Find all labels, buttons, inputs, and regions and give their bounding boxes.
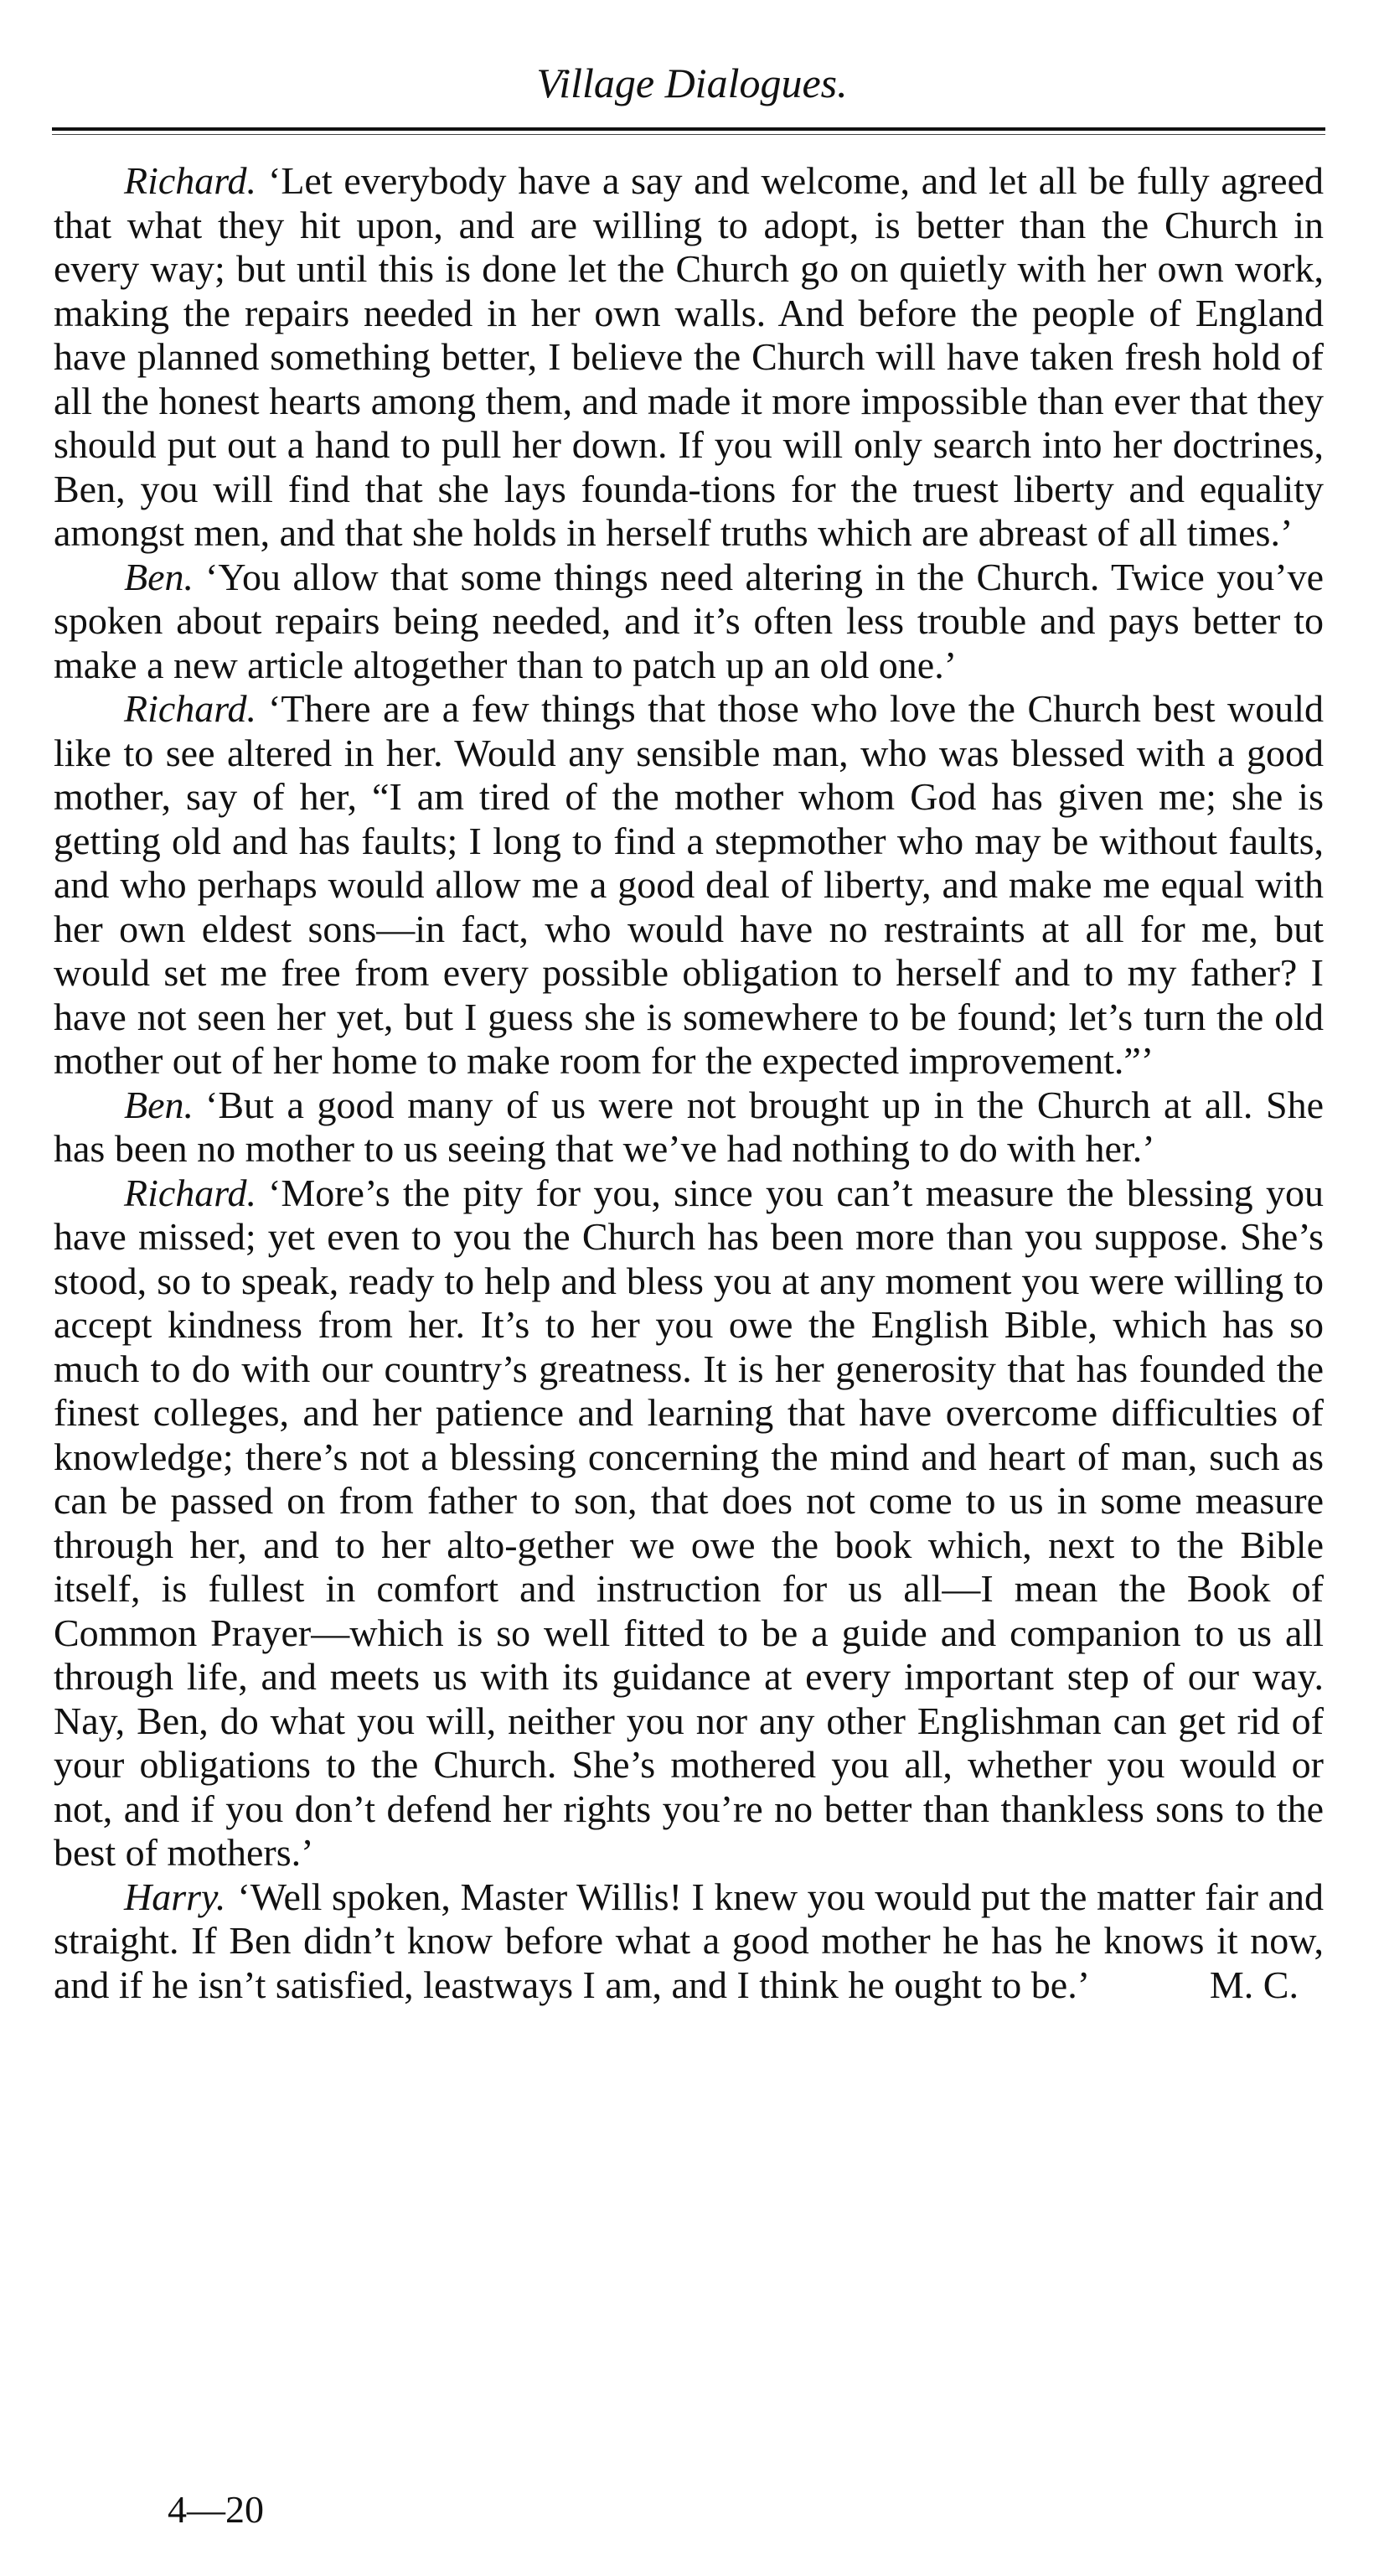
paragraph-text: ‘Well spoken, Master Willis! I knew you would put the matter fair and straight. If Ben didn’t know before what a good mother he has he knows it now, and if he isn’t satisfied, leastways I am, and I think he ought to be.’ (54, 1875, 1324, 2006)
paragraph-text: ‘There are a few things that those who love the Church best would like to see altered in her. Would any sensible man, who was blessed with a good mother, say of her, “I am tired of the mother whom God has given me; she is getting old and has faults; I long to find a stepmother who may be without faults, and who perhaps would allow me a good deal of liberty, and make me equal with her own eldest sons—in fact, who would have no restraints at all for me, but would set me free from every possible obligation to herself and to my father? I have not seen her yet, but I guess she is somewhere to be found; let’s turn the old mother out of her home to make room for the expected improvement.”’ (54, 687, 1324, 1082)
speaker-name: Richard. (124, 687, 256, 730)
author-signature: M. C. (1209, 1963, 1299, 2006)
paragraph (54, 1172, 1324, 1875)
paragraph (54, 687, 1324, 1084)
paragraph-text: ‘You allow that some things need altering in the Church. Twice you’ve spoken about repairs being needed, and it’s often less trouble and pays better to make a new article altogether than to patch up an old one.’ (54, 555, 1324, 686)
speaker-name: Ben. (124, 1083, 194, 1126)
speaker-name: Richard. (124, 1171, 256, 1214)
paragraph (54, 556, 1324, 688)
speaker-name: Richard. (124, 159, 256, 202)
dialogue-body (54, 159, 1324, 2007)
header-rule-thin (52, 134, 1325, 135)
paragraph (54, 159, 1324, 556)
paragraph (54, 1875, 1324, 2008)
speaker-name: Ben. (124, 555, 194, 598)
paragraph (54, 1084, 1324, 1172)
paragraph-text: ‘Let everybody have a say and welcome, and let all be fully agreed that what they hit upon, and are willing to adopt, is better than the Church in every way; but until this is done let the Church go on quietly with her own work, making the repairs needed in her own walls. And before the people of England have planned something better, I believe the Church will have taken fresh hold of all the honest hearts among them, and made it more impossible than ever that they should put out a hand to pull her down. If you will only search into her doctrines, Ben, you will find that she lays founda-tions for the truest liberty and equality amongst men, and that she holds in herself truths which are abreast of all times.’ (54, 159, 1324, 554)
paragraph-text: ‘But a good many of us were not brought up in the Church at all. She has been no mother to us seeing that we’ve had nothing to do with her.’ (54, 1083, 1324, 1170)
speaker-name: Harry. (124, 1875, 226, 1918)
running-head: Village Dialogues. (536, 59, 848, 106)
paragraph-text: ‘More’s the pity for you, since you can’t measure the blessing you have missed; yet even to you the Church has been more than you suppose. She’s stood, so to speak, ready to help and bless you at any moment you were willing to accept kindness from her. It’s to her you owe the English Bible, which has so much to do with our country’s greatness. It is her generosity that has founded the finest colleges, and her patience and learning that have overcome difficulties of knowledge; there’s not a blessing concerning the mind and heart of man, such as can be passed on from father to son, that does not come to us in some measure through her, and to her alto-gether we owe the book which, next to the Bible itself, is fullest in comfort and instruction for us all—I mean the Book of Common Prayer—which is so well fitted to be a guide and companion to us all through life, and meets us with its guidance at every important step of our way. Nay, Ben, do what you will, neither you nor any other Englishman can get rid of your obligations to the Church. She’s mothered you all, whether you would or not, and if you don’t defend her rights you’re no better than thankless sons to the best of mothers.’ (54, 1171, 1324, 1874)
header-rule (52, 127, 1325, 131)
page-number: 4—20 (168, 2488, 264, 2531)
